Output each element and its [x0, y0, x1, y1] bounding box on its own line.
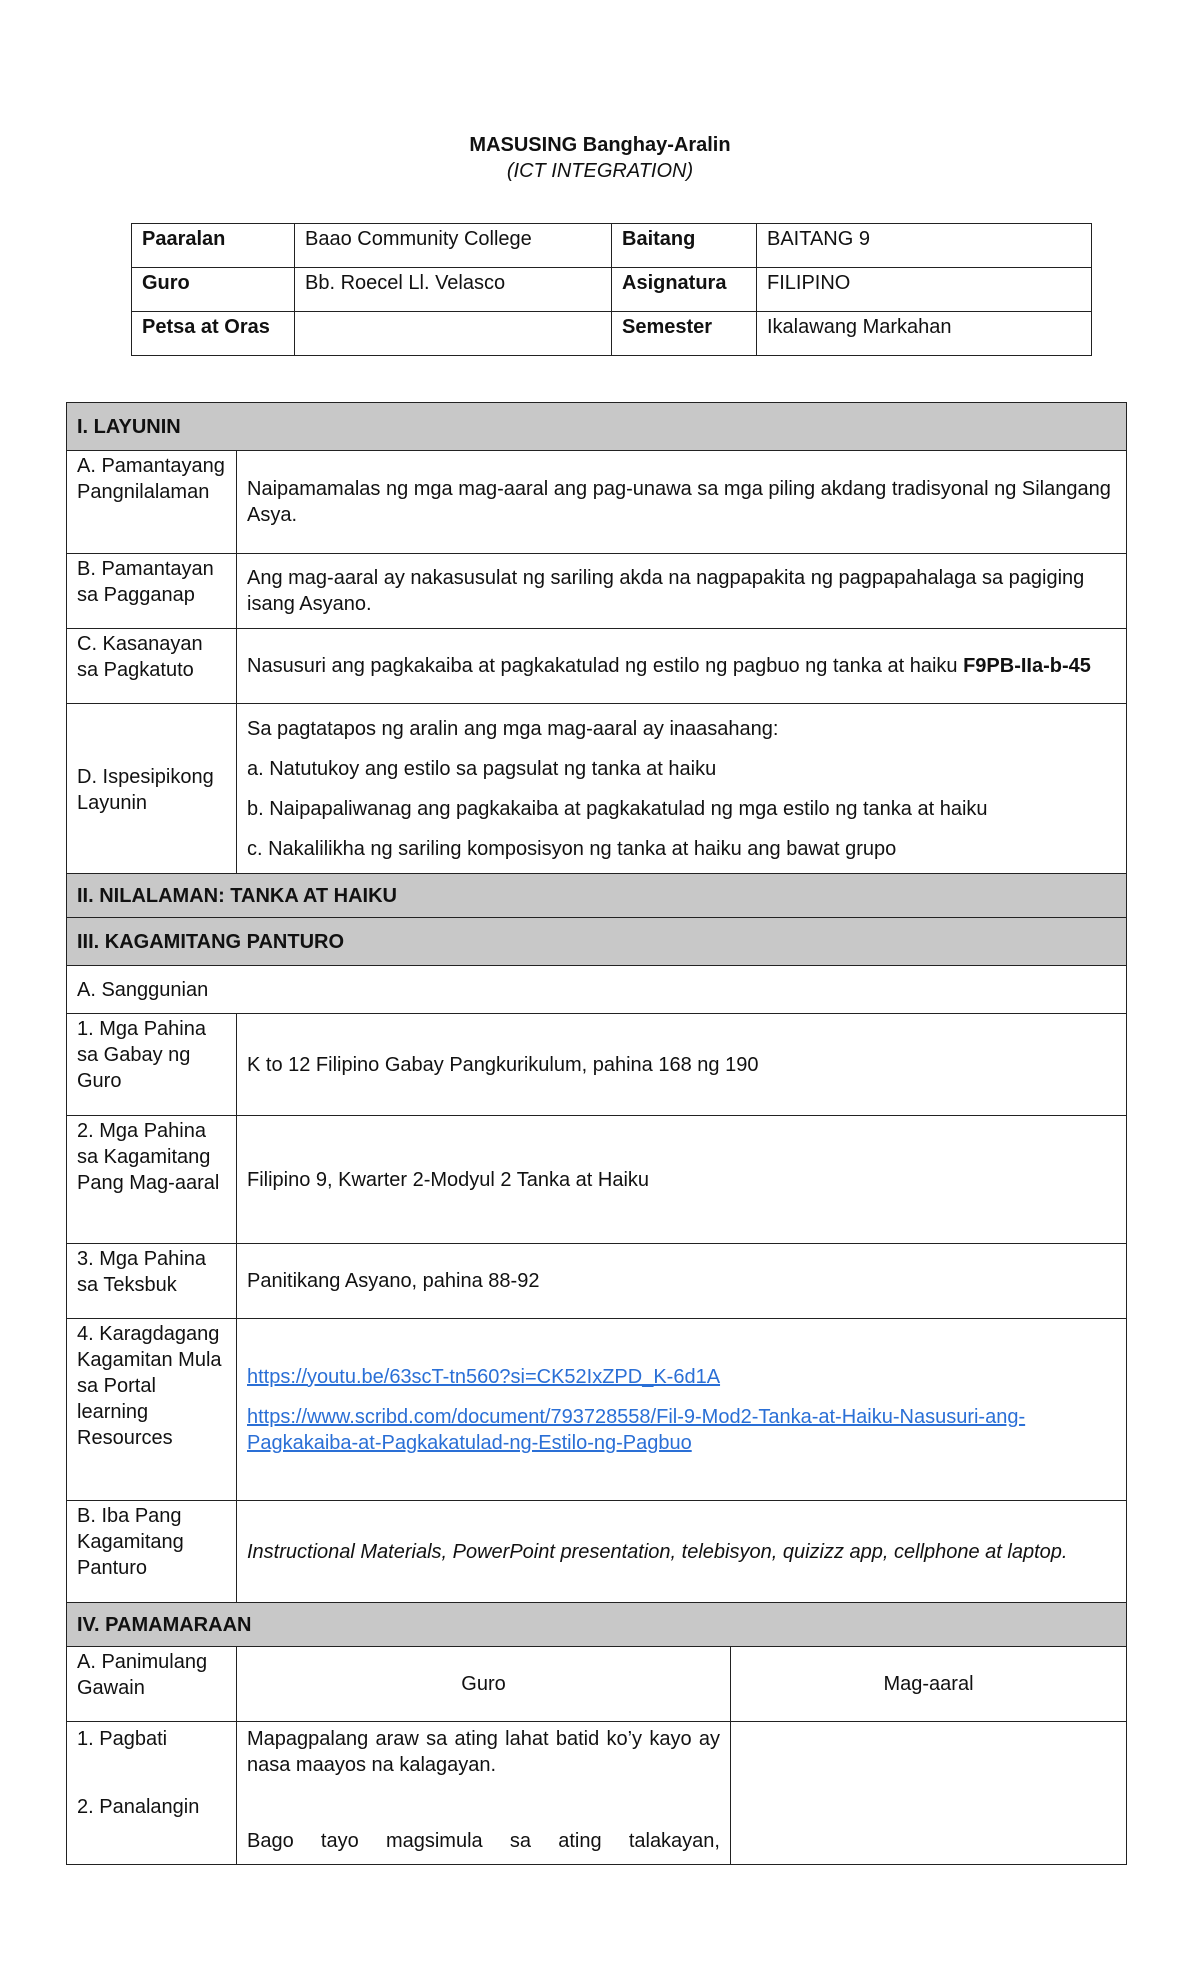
column-header-guro: Guro [237, 1647, 731, 1722]
row-label: 1. Mga Pahina sa Gabay ng Guro [67, 1014, 237, 1116]
info-row [132, 312, 1092, 356]
row-label: C. Kasanayan sa Pagkatuto [67, 629, 237, 704]
table-row [67, 1116, 1127, 1244]
info-value: Bb. Roecel Ll. Velasco [295, 268, 612, 312]
scribd-link[interactable]: https://www.scribd.com/document/793728558/Fil-9-Mod2-Tanka-at-Haiku-Nasusuri-ang-Pagkakaiba-at-Pagkakatulad-ng-Estilo-ng-Pagbuo [247, 1405, 1026, 1454]
info-label: Petsa at Oras [132, 312, 295, 356]
objectives-list [237, 704, 1127, 874]
info-label: Baitang [612, 224, 757, 268]
row-label: 2. Mga Pahina sa Kagamitang Pang Mag-aaral [67, 1116, 237, 1244]
section-heading-row [67, 874, 1127, 918]
section-heading: III. KAGAMITANG PANTURO [67, 918, 1127, 966]
info-row [132, 268, 1092, 312]
column-header-magaaral: Mag-aaral [731, 1647, 1127, 1722]
table-row [67, 629, 1127, 704]
list-item: c. Nakalilikha ng sariling komposisyon ng tanka at haiku ang bawat grupo [247, 837, 897, 860]
row-content: Panitikang Asyano, pahina 88-92 [237, 1244, 1127, 1319]
info-value: FILIPINO [757, 268, 1092, 312]
info-value: Ikalawang Markahan [757, 312, 1092, 356]
row-label: 4. Karagdagang Kagamitan Mula sa Portal learning Resources [67, 1319, 237, 1501]
row-label: D. Ispesipikong Layunin [67, 704, 237, 874]
info-value: BAITANG 9 [757, 224, 1092, 268]
row-label: A. Sanggunian [67, 966, 1127, 1014]
guro-text: Mapagpalang araw sa ating lahat batid ko’y kayo ay nasa maayos na kalagayan. [247, 1728, 720, 1776]
row-content: Instructional Materials, PowerPoint presentation, telebisyon, quizizz app, cellphone at laptop. [237, 1501, 1127, 1603]
info-label: Paaralan [132, 224, 295, 268]
table-row [67, 966, 1127, 1014]
info-label: Asignatura [612, 268, 757, 312]
objectives-intro: Sa pagtatapos ng aralin ang mga mag-aaral ay inaasahang: [247, 717, 779, 740]
row-label: A. Panimulang Gawain [67, 1647, 237, 1722]
guro-cell [237, 1722, 731, 1865]
youtube-link[interactable]: https://youtu.be/63scT-tn560?si=CK52IxZPD_K-6d1A [247, 1365, 721, 1388]
table-row [67, 1244, 1127, 1319]
magaaral-cell [731, 1722, 1127, 1865]
step-label: 1. Pagbati [77, 1728, 168, 1750]
table-row [67, 704, 1127, 874]
skill-text: Nasusuri ang pagkakaiba at pagkakatulad ng estilo ng pagbuo ng tanka at haiku [247, 655, 964, 677]
page-subtitle: (ICT INTEGRATION) [506, 160, 694, 182]
info-label: Semester [612, 312, 757, 356]
steps-cell [67, 1722, 237, 1865]
row-label: 3. Mga Pahina sa Teksbuk [67, 1244, 237, 1319]
table-row [67, 554, 1127, 629]
row-content: Filipino 9, Kwarter 2-Modyul 2 Tanka at Haiku [237, 1116, 1127, 1244]
section-heading: I. LAYUNIN [67, 403, 1127, 451]
row-label: B. Pamantayan sa Pagganap [67, 554, 237, 629]
row-content: Ang mag-aaral ay nakasusulat ng sariling akda na nagpapakita ng pagpapahalaga sa pagiging isang Asyano. [237, 554, 1127, 629]
row-label: B. Iba Pang Kagamitang Panturo [67, 1501, 237, 1603]
step-label: 2. Panalangin [77, 1796, 200, 1818]
table-row [67, 1722, 1127, 1865]
list-item: a. Natutukoy ang estilo sa pagsulat ng tanka at haiku [247, 757, 717, 780]
row-content [237, 629, 1127, 704]
skill-code: F9PB-IIa-b-45 [963, 655, 1091, 677]
lesson-plan-table [66, 402, 1127, 1865]
info-row [132, 224, 1092, 268]
info-value [295, 312, 612, 356]
table-row [67, 1014, 1127, 1116]
school-info-table [131, 223, 1092, 356]
page-title: MASUSING Banghay-Aralin [469, 134, 731, 156]
table-row [67, 1501, 1127, 1603]
table-row [67, 1319, 1127, 1501]
list-item: b. Naipapaliwanag ang pagkakaiba at pagkakatulad ng mga estilo ng tanka at haiku [247, 797, 988, 820]
section-heading-row [67, 918, 1127, 966]
info-value: Baao Community College [295, 224, 612, 268]
section-heading-row [67, 403, 1127, 451]
section-heading: II. NILALAMAN: TANKA AT HAIKU [67, 874, 1127, 918]
row-label: A. Pamantayang Pangnilalaman [67, 451, 237, 554]
links-cell [237, 1319, 1127, 1501]
section-heading-row [67, 1603, 1127, 1647]
table-row [67, 451, 1127, 554]
table-row [67, 1647, 1127, 1722]
row-content: K to 12 Filipino Gabay Pangkurikulum, pahina 168 ng 190 [237, 1014, 1127, 1116]
section-heading: IV. PAMAMARAAN [67, 1603, 1127, 1647]
info-label: Guro [132, 268, 295, 312]
guro-text: Bago tayo magsimula sa ating talakayan, [247, 1830, 720, 1852]
row-content: Naipamamalas ng mga mag-aaral ang pag-unawa sa mga piling akdang tradisyonal ng Silangang Asya. [237, 451, 1127, 554]
